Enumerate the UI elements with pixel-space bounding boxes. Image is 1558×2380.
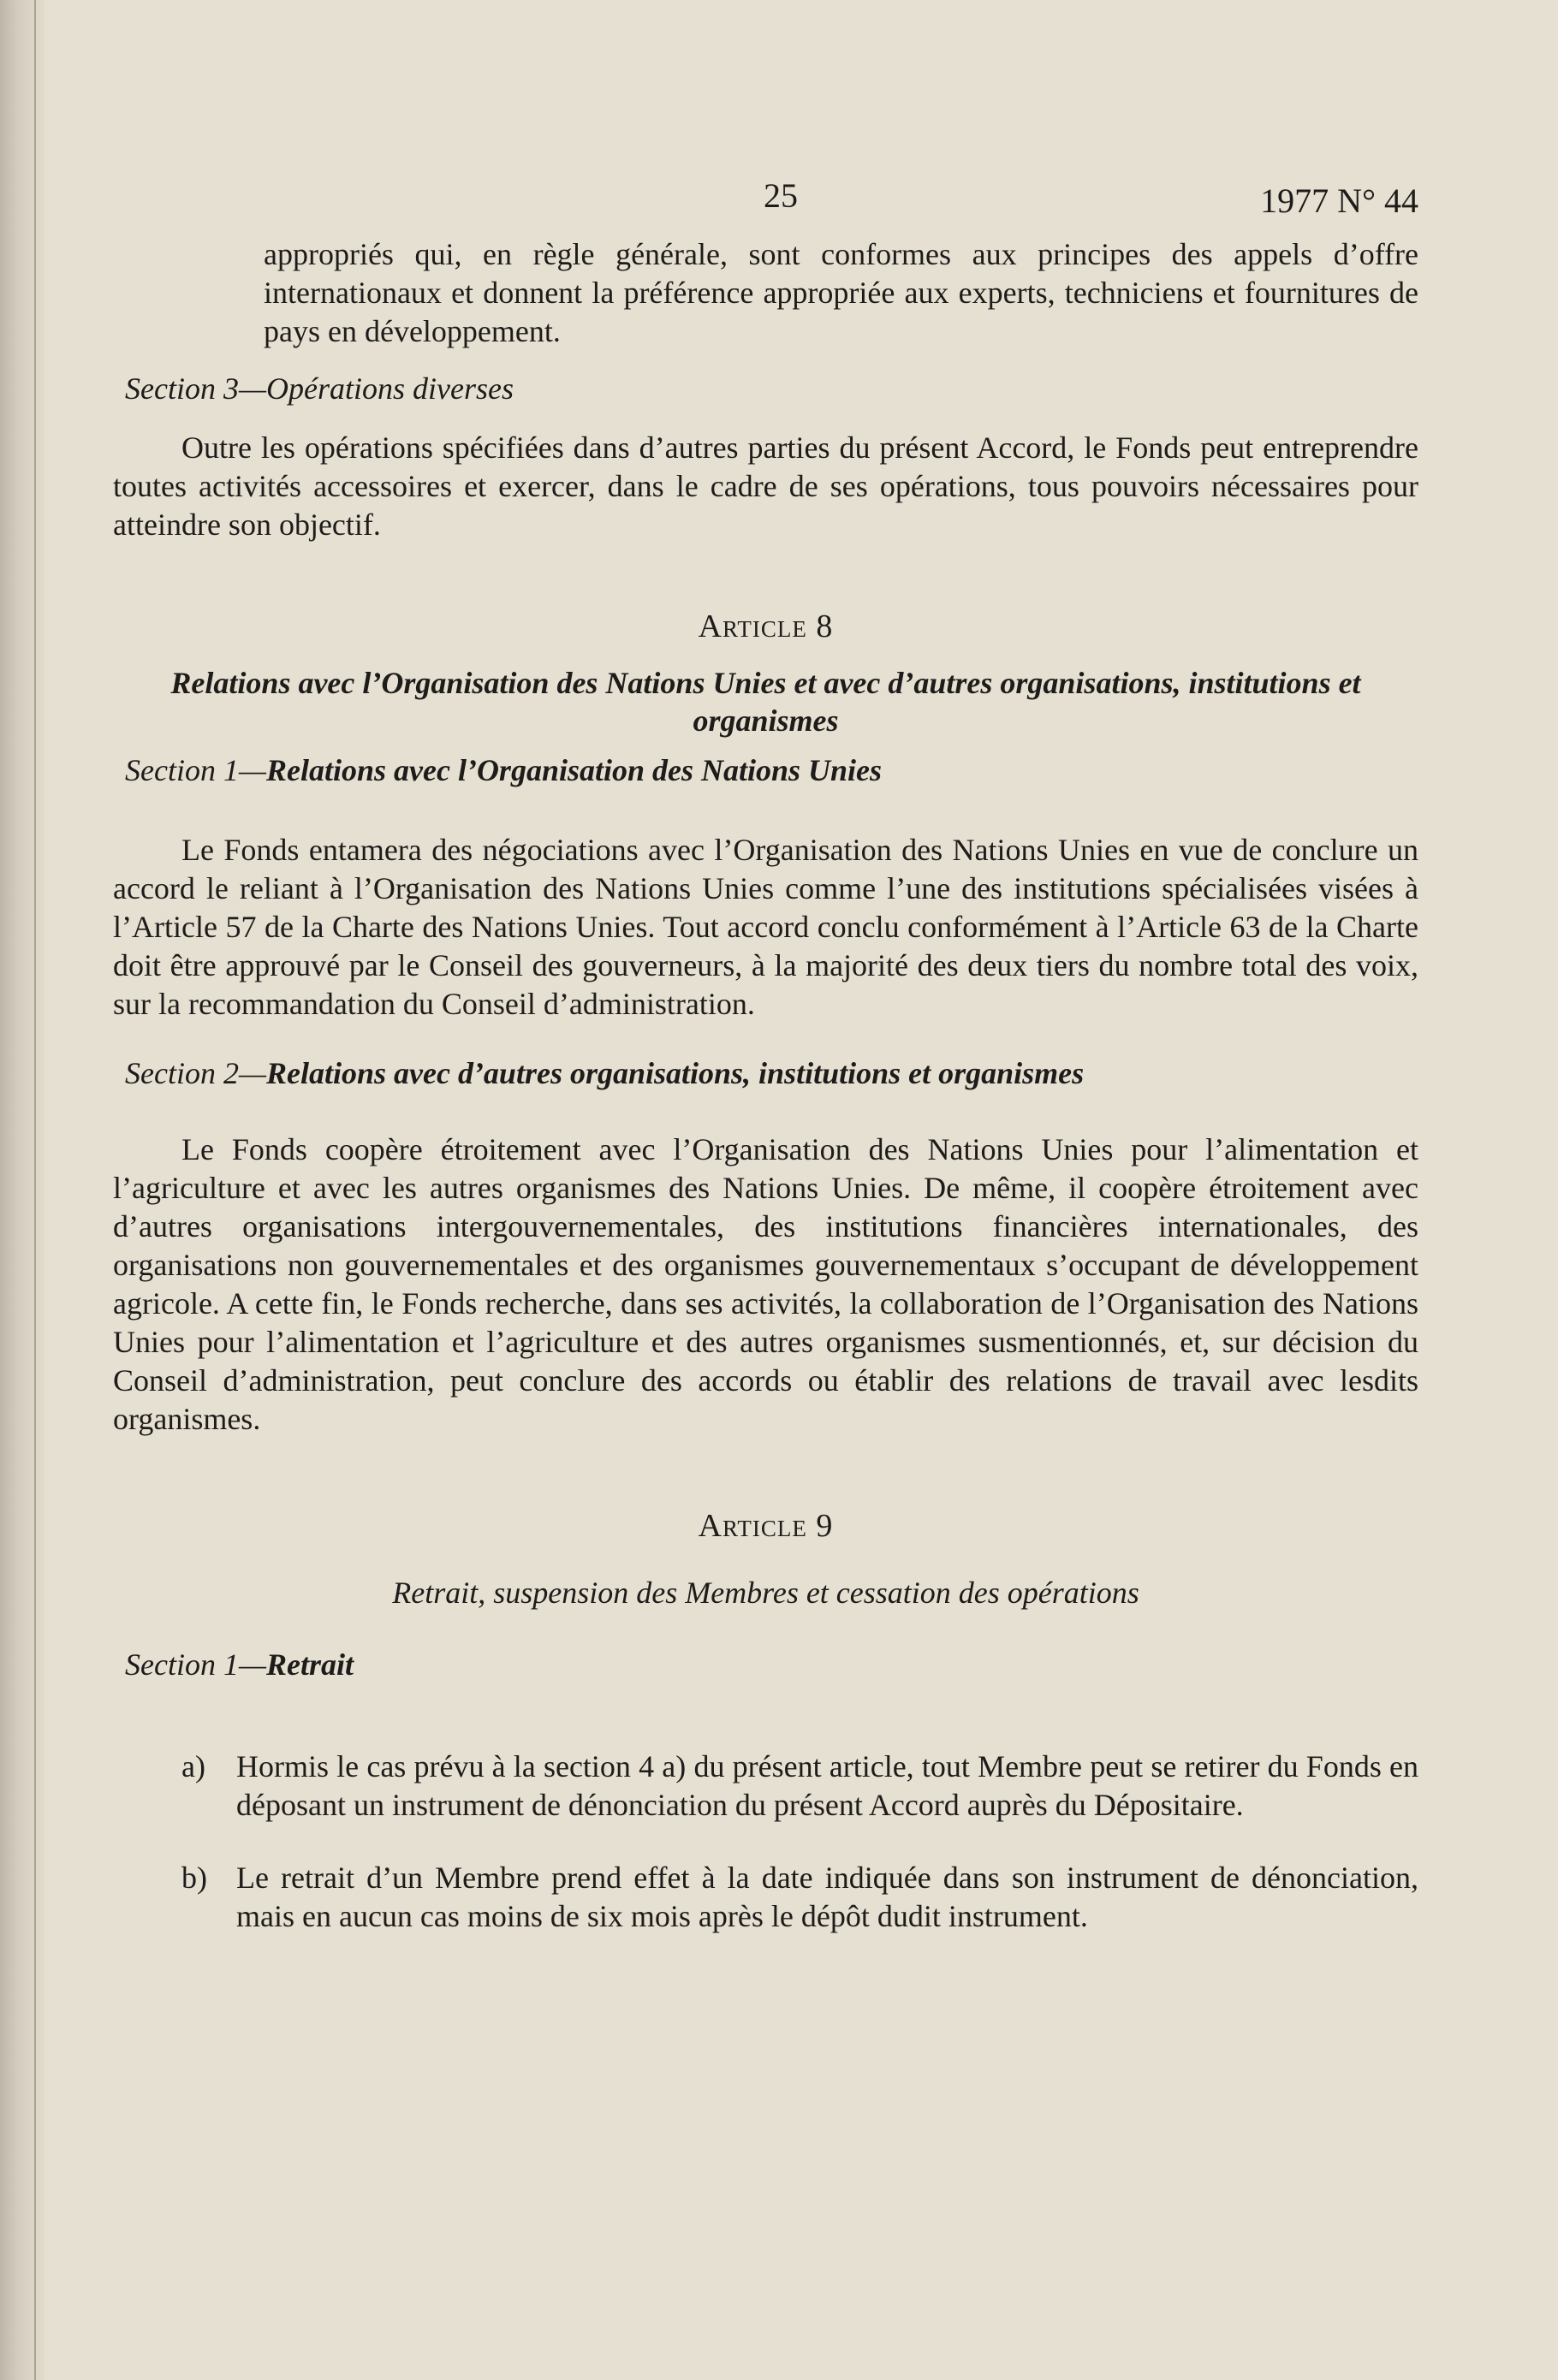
section3-text: Outre les opérations spécifiées dans d’autres parties du présent Accord, le Fonds peut entreprendre toutes activités accessoires et exercer, dans le cadre de ses opérations, tous pouvoirs nécessaires pour atteindre son objectif. bbox=[113, 430, 1418, 542]
list-item-b-label: b) bbox=[181, 1861, 207, 1895]
page-number: 25 bbox=[764, 176, 798, 215]
binding-edge bbox=[34, 0, 36, 2380]
article9-heading: Article 9 bbox=[698, 1508, 834, 1544]
section3-title: Opérations diverses bbox=[265, 371, 514, 406]
section3-label: Section 3— bbox=[125, 371, 266, 406]
list-item-b-text: Le retrait d’un Membre prend effet à la date indiquée dans son instrument de dénonciation, mais en aucun cas moins de six mois après le dépôt dudit instrument. bbox=[236, 1861, 1418, 1933]
article9-section1-heading bbox=[125, 1646, 1418, 1684]
page-header bbox=[113, 175, 1418, 235]
binding-gutter bbox=[0, 0, 45, 2380]
article8-section1-text: Le Fonds entamera des négociations avec l’Organisation des Nations Unies en vue de conclure un accord le reliant à l’Organisation des Nations Unies comme l’une des institutions spécialisées visées à l’Article 57 de la Charte des Nations Unies. Tout accord conclu conformément à l’Article 63 de la Charte doit être approuvé par le Conseil des gouverneurs, à la majorité des deux tiers du nombre total des voix, sur la recommandation du Conseil d’administration. bbox=[113, 833, 1418, 1021]
list-item-a bbox=[181, 1748, 1418, 1825]
article8-heading: Article 8 bbox=[698, 608, 834, 644]
section3-heading bbox=[125, 370, 1418, 408]
article9-title: Retrait, suspension des Membres et cessation des opérations bbox=[392, 1576, 1139, 1610]
article8-section2-label: Section 2— bbox=[125, 1056, 266, 1090]
list-item-a-label: a) bbox=[181, 1749, 205, 1784]
article8-section2-text: Le Fonds coopère étroitement avec l’Organisation des Nations Unies pour l’alimentation et l’agriculture et avec les autres organismes des Nations Unies. De même, il coopère étroitement avec d’autres organisations intergouvernementales, des institutions financières internationales, des organisations non gouvernementales et des organismes gouvernementaux s’occupant de développement agricole. A cette fin, le Fonds recherche, dans ses activités, la collaboration de l’Organisation des Nations Unies pour l’alimentation et l’agriculture et des autres organismes susmentionnés, et, sur décision du Conseil d’administration, peut conclure des accords ou établir des relations de travail avec lesdits organismes. bbox=[113, 1132, 1418, 1436]
document-page bbox=[113, 175, 1418, 1936]
article8-section1-title: Relations avec l’Organisation des Nations Unies bbox=[265, 753, 883, 787]
treaty-reference: 1977 N° 44 bbox=[1260, 181, 1418, 220]
list-item-a-text: Hormis le cas prévu à la section 4 a) du présent article, tout Membre peut se retirer du Fonds en déposant un instrument de dénonciation du présent Accord auprès du Dépositaire. bbox=[236, 1749, 1418, 1822]
article9-section1-label: Section 1— bbox=[125, 1647, 266, 1682]
article8-section2-title: Relations avec d’autres organisations, institutions et organismes bbox=[265, 1056, 1085, 1090]
article9-section1-title: Retrait bbox=[265, 1647, 354, 1682]
article8-section1-label: Section 1— bbox=[125, 753, 266, 787]
article8-title: Relations avec l’Organisation des Nations Unies et avec d’autres organisations, institutions et organismes bbox=[170, 666, 1361, 738]
article8-section1-heading bbox=[125, 751, 1418, 790]
intro-paragraph: appropriés qui, en règle générale, sont conformes aux principes des appels d’offre internationaux et donnent la préférence appropriée aux experts, techniciens et fournitures de pays en développement. bbox=[264, 237, 1418, 348]
article8-section2-heading bbox=[125, 1054, 1418, 1093]
list-item-b bbox=[181, 1859, 1418, 1936]
